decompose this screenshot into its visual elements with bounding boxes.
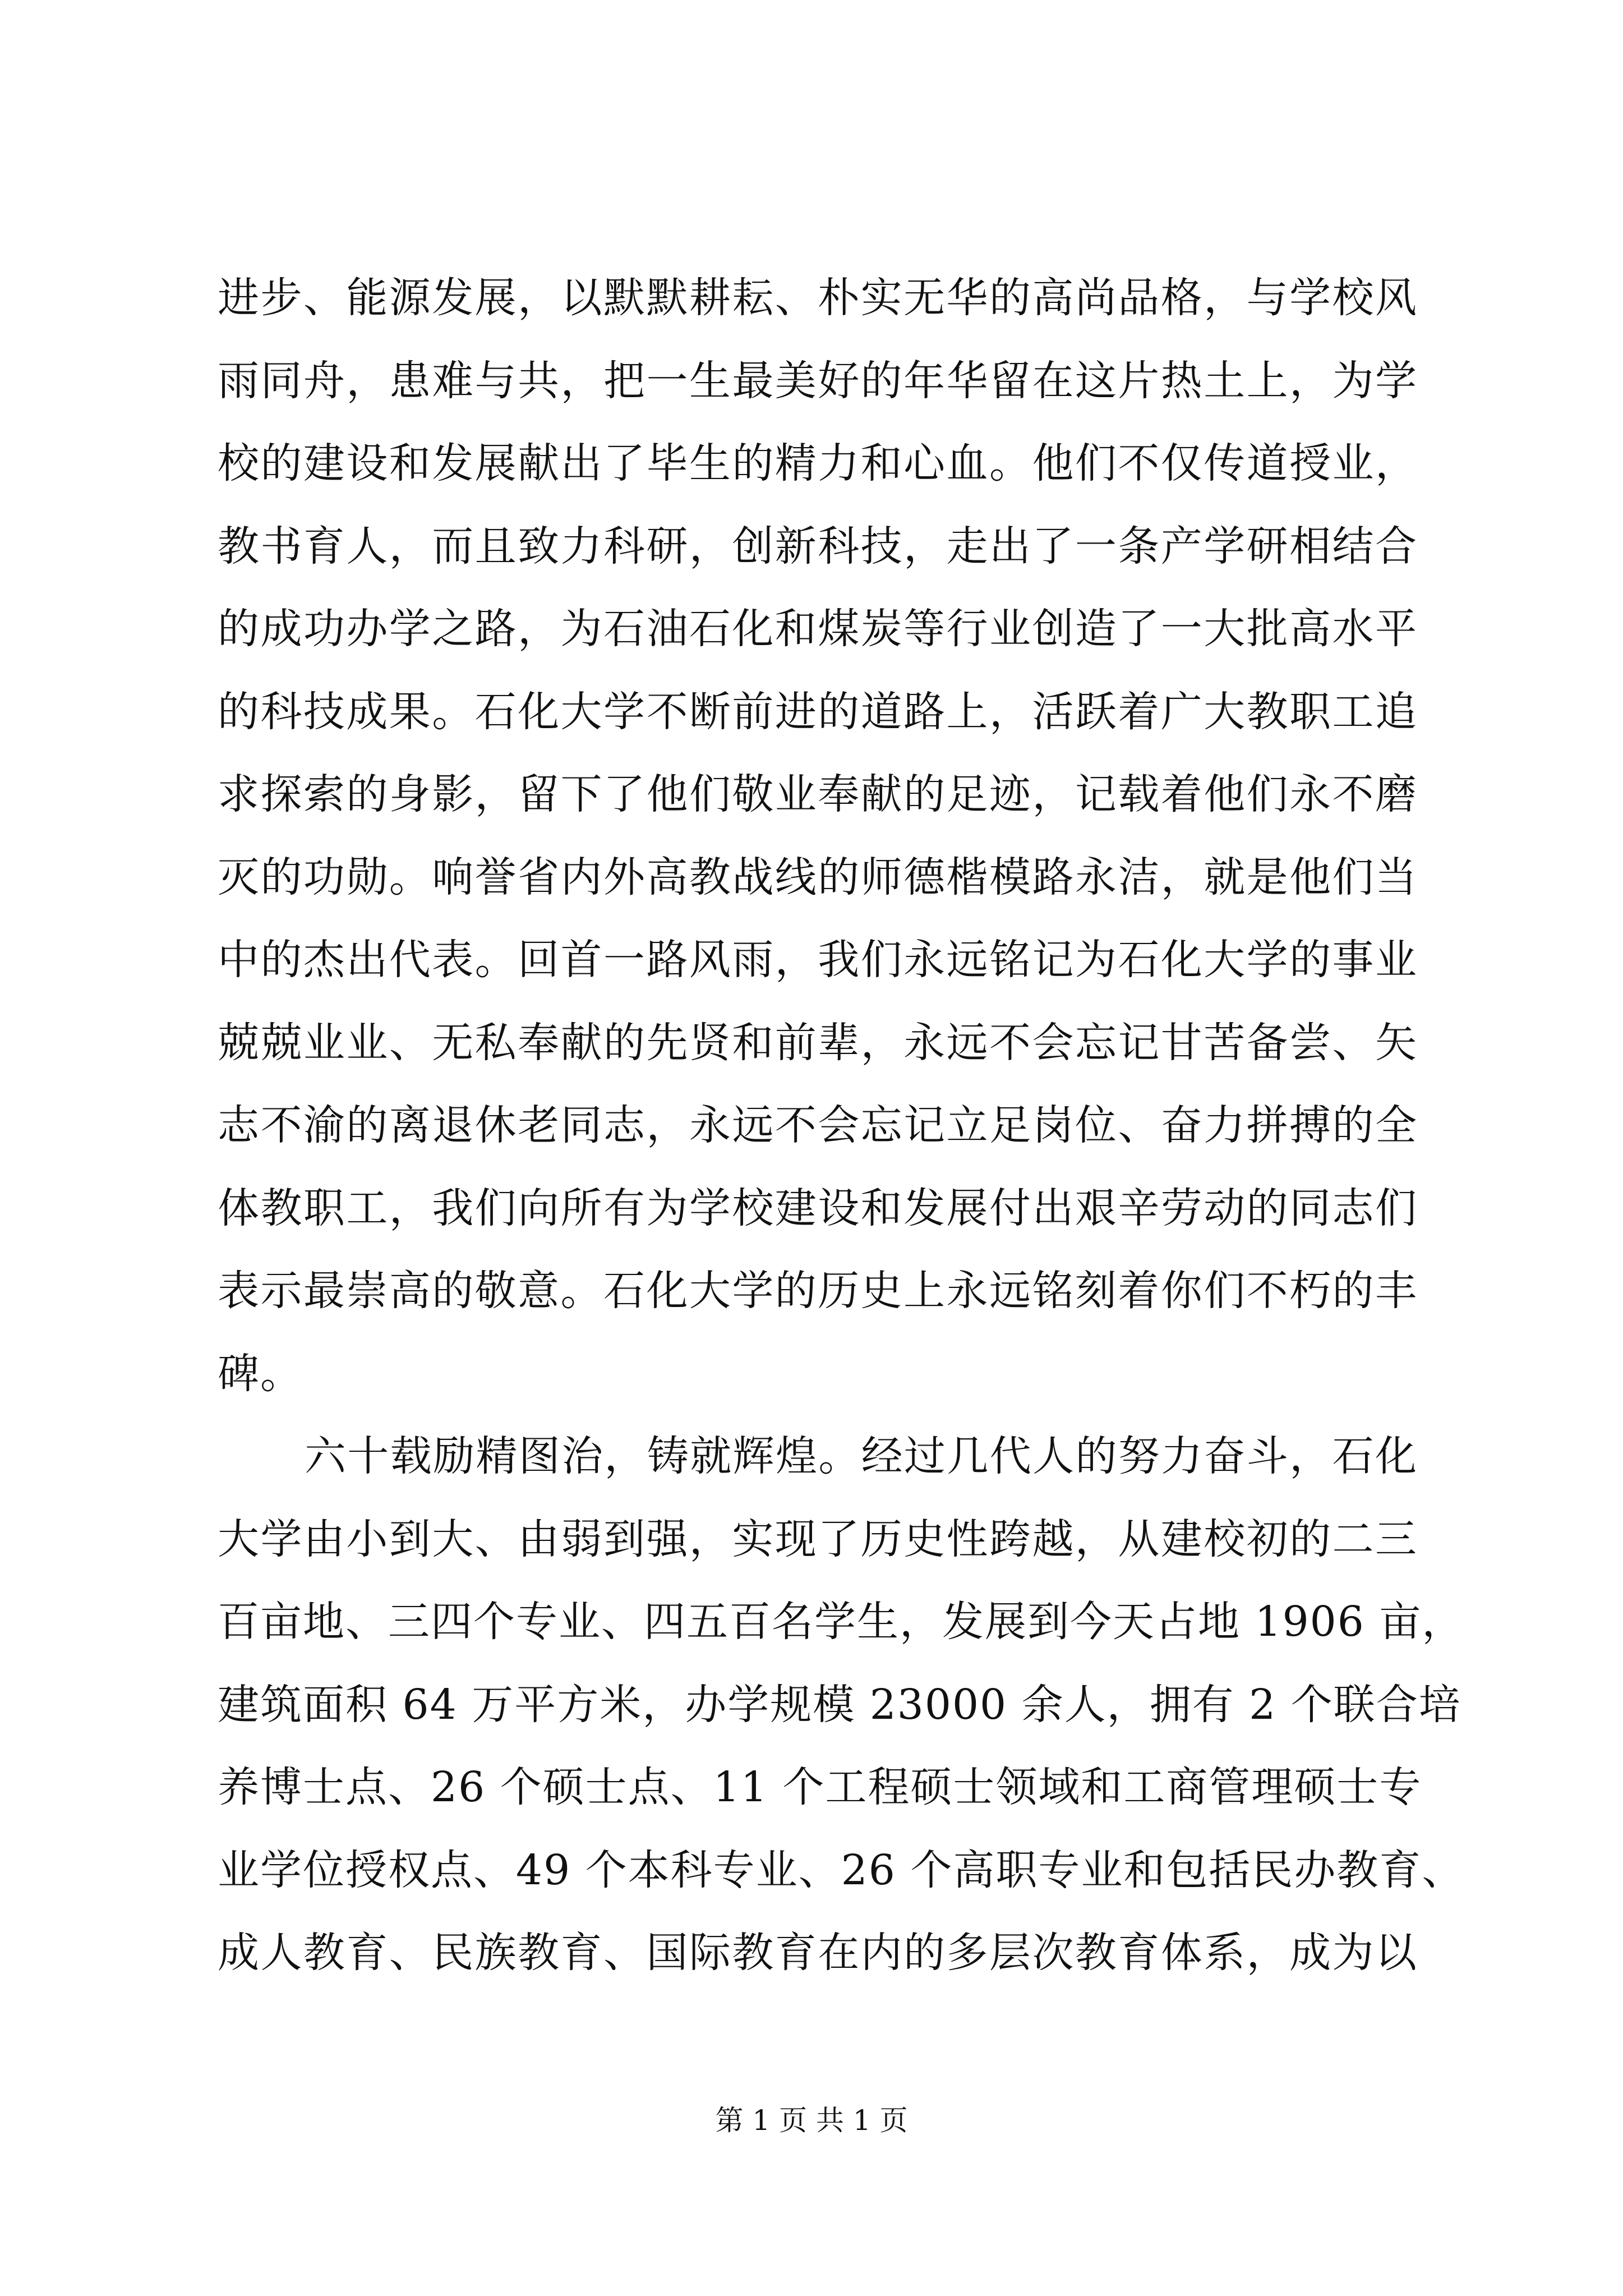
text-line: 建筑面积 64 万平方米，办学规模 23000 余人，拥有 2 个联合培 bbox=[218, 1680, 1461, 1729]
text-line: 灭的功勋。响誉省内外高教战线的师德楷模路永洁，就是他们当 bbox=[218, 853, 1418, 901]
text-line: 雨同舟，患难与共，把一生最美好的年华留在这片热土上，为学 bbox=[218, 356, 1418, 405]
text-line: 进步、能源发展，以默默耕耘、朴实无华的高尚品格，与学校风 bbox=[218, 274, 1418, 322]
text-line: 的科技成果。石化大学不断前进的道路上，活跃着广大教职工追 bbox=[218, 687, 1418, 736]
text-line: 业学位授权点、49 个本科专业、26 个高职专业和包括民办教育、 bbox=[218, 1846, 1465, 1894]
text-line: 体教职工，我们向所有为学校建设和发展付出艰辛劳动的同志们 bbox=[218, 1184, 1418, 1232]
text-line: 碑。 bbox=[218, 1349, 303, 1398]
text-line: 大学由小到大、由弱到强，实现了历史性跨越，从建校初的二三 bbox=[218, 1515, 1418, 1563]
document-body bbox=[218, 257, 1465, 1995]
text-line: 百亩地、三四个专业、四五百名学生，发展到今天占地 1906 亩， bbox=[218, 1598, 1465, 1646]
text-line: 成人教育、民族教育、国际教育在内的多层次教育体系，成为以 bbox=[218, 1929, 1418, 1977]
text-line: 养博士点、26 个硕士点、11 个工程硕士领域和工商管理硕士专 bbox=[218, 1763, 1422, 1811]
text-line: 的成功办学之路，为石油石化和煤炭等行业创造了一大批高水平 bbox=[218, 605, 1418, 653]
text-line: 教书育人，而且致力科研，创新科技，走出了一条产学研相结合 bbox=[218, 522, 1418, 570]
text-line: 中的杰出代表。回首一路风雨，我们永远铭记为石化大学的事业 bbox=[218, 936, 1418, 984]
page-number-footer: 第 1 页 共 1 页 bbox=[715, 2104, 908, 2137]
text-line: 校的建设和发展献出了毕生的精力和心血。他们不仅传道授业， bbox=[218, 439, 1418, 487]
text-line: 表示最崇高的敬意。石化大学的历史上永远铭刻着你们不朽的丰 bbox=[218, 1267, 1418, 1315]
text-line: 兢兢业业、无私奉献的先贤和前辈，永远不会忘记甘苦备尝、矢 bbox=[218, 1018, 1418, 1067]
text-line: 六十载励精图治，铸就辉煌。经过几代人的努力奋斗，石化 bbox=[305, 1432, 1418, 1480]
text-line: 求探索的身影，留下了他们敬业奉献的足迹，记载着他们永不磨 bbox=[218, 770, 1418, 818]
text-line: 志不渝的离退休老同志，永远不会忘记立足岗位、奋力拼搏的全 bbox=[218, 1101, 1418, 1149]
